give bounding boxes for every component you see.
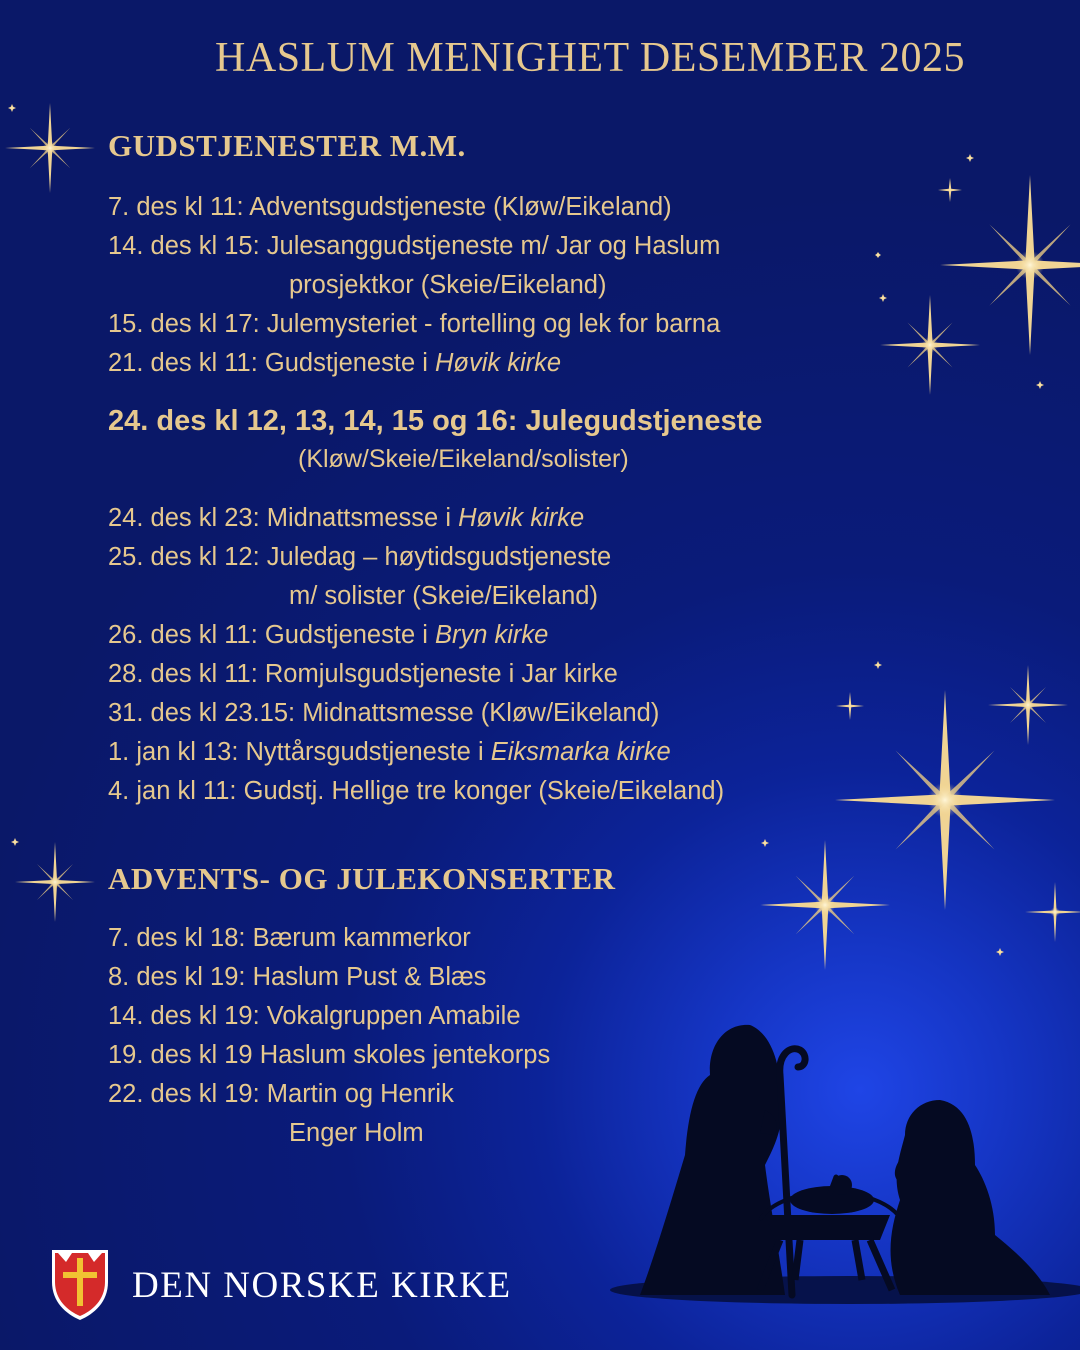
church-of-norway-shield-icon [50, 1248, 110, 1322]
christmas-eve-highlight [108, 400, 908, 476]
event-description: Julemysteriet - fortelling og lek for barna [266, 310, 721, 338]
logo-text: DEN NORSKE KIRKE [132, 1264, 512, 1306]
service-row [108, 733, 908, 772]
event-date: 8. des kl 19: [108, 963, 253, 991]
event-date: 25. des kl 12: [108, 543, 267, 571]
event-description: m/ solister (Skeie/Eikeland) [289, 582, 598, 610]
event-description: Gudstjeneste i [264, 621, 435, 649]
event-description: Haslum skoles jentekorps [259, 1041, 551, 1069]
sparkle-star-icon [11, 838, 19, 846]
event-description: Haslum Pust & Blæs [252, 963, 487, 991]
sparkle-star-icon [15, 842, 95, 922]
event-description: Vokalgruppen Amabile [266, 1002, 521, 1030]
page-title: HASLUM MENIGHET DESEMBER 2025 [215, 35, 965, 81]
event-venue: Høvik kirke [458, 504, 585, 532]
event-date: 15. des kl 17: [108, 310, 267, 338]
service-row [108, 188, 908, 227]
service-row [108, 499, 908, 538]
event-date: 4. jan kl 11: [108, 777, 244, 805]
event-description: prosjektkor (Skeie/Eikeland) [289, 271, 607, 299]
concert-row [108, 1036, 908, 1075]
event-description: Midnattsmesse i [266, 504, 459, 532]
event-description: Gudstjeneste i [264, 349, 435, 377]
service-row [108, 305, 908, 344]
event-description: Romjulsgudstjeneste i Jar kirke [264, 660, 618, 688]
sparkle-star-icon [1025, 882, 1080, 942]
event-description: Juledag – høytidsgudstjeneste [266, 543, 612, 571]
event-description: Gudstj. Hellige tre konger (Skeie/Eikeland) [243, 777, 725, 805]
service-row [108, 227, 908, 266]
highlight-main: 24. des kl 12, 13, 14, 15 og 16: Julegudstjeneste [108, 405, 763, 437]
concerts-list [108, 919, 908, 1153]
event-date: 19. des kl 19 [108, 1041, 260, 1069]
service-row [108, 772, 908, 811]
event-date: 7. des kl 11: [108, 193, 250, 221]
sparkle-star-icon [5, 103, 95, 193]
sparkle-star-icon [988, 665, 1068, 745]
sparkle-star-icon [1036, 381, 1044, 389]
event-venue: Bryn kirke [434, 621, 549, 649]
concert-row [108, 919, 908, 958]
event-description: Nyttårsgudstjeneste i [245, 738, 491, 766]
concerts-heading: ADVENTS- OG JULEKONSERTER [108, 861, 616, 896]
sparkle-star-icon [996, 948, 1004, 956]
service-row [108, 538, 908, 577]
event-date: 28. des kl 11: [108, 660, 265, 688]
highlight-sub: (Kløw/Skeie/Eikeland/solister) [298, 445, 629, 473]
event-date: 7. des kl 18: [108, 924, 253, 952]
sparkle-star-icon [761, 839, 769, 847]
sparkle-star-icon [8, 104, 16, 112]
event-description: Martin og Henrik [266, 1080, 454, 1108]
event-date: 21. des kl 11: [108, 349, 265, 377]
service-row [108, 266, 908, 305]
event-date: 24. des kl 23: [108, 504, 267, 532]
event-description: Midnattsmesse (Kløw/Eikeland) [302, 699, 660, 727]
event-venue: Høvik kirke [434, 349, 562, 377]
services-heading: GUDSTJENESTER M.M. [108, 128, 466, 163]
event-date: 26. des kl 11: [108, 621, 265, 649]
sparkle-star-icon [966, 154, 974, 162]
service-row [108, 344, 908, 383]
event-description: Enger Holm [289, 1119, 424, 1147]
event-date: 1. jan kl 13: [108, 738, 246, 766]
event-date: 14. des kl 15: [108, 232, 267, 260]
service-row [108, 694, 908, 733]
event-date: 22. des kl 19: [108, 1080, 267, 1108]
service-row [108, 655, 908, 694]
services-list [108, 188, 908, 383]
services-list-continued [108, 499, 908, 811]
event-description: Adventsgudstjeneste (Kløw/Eikeland) [249, 193, 672, 221]
event-venue: Eiksmarka kirke [490, 738, 671, 766]
service-row [108, 616, 908, 655]
church-logo [50, 1248, 512, 1322]
concert-row [108, 997, 908, 1036]
event-date: 31. des kl 23.15: [108, 699, 303, 727]
concert-row [108, 1075, 908, 1114]
sparkle-star-icon [940, 175, 1080, 355]
concert-row [108, 958, 908, 997]
event-description: Julesanggudstjeneste m/ Jar og Haslum [266, 232, 721, 260]
service-row [108, 577, 908, 616]
event-description: Bærum kammerkor [252, 924, 471, 952]
sparkle-star-icon [938, 178, 962, 202]
event-date: 14. des kl 19: [108, 1002, 267, 1030]
concert-row [108, 1114, 908, 1153]
